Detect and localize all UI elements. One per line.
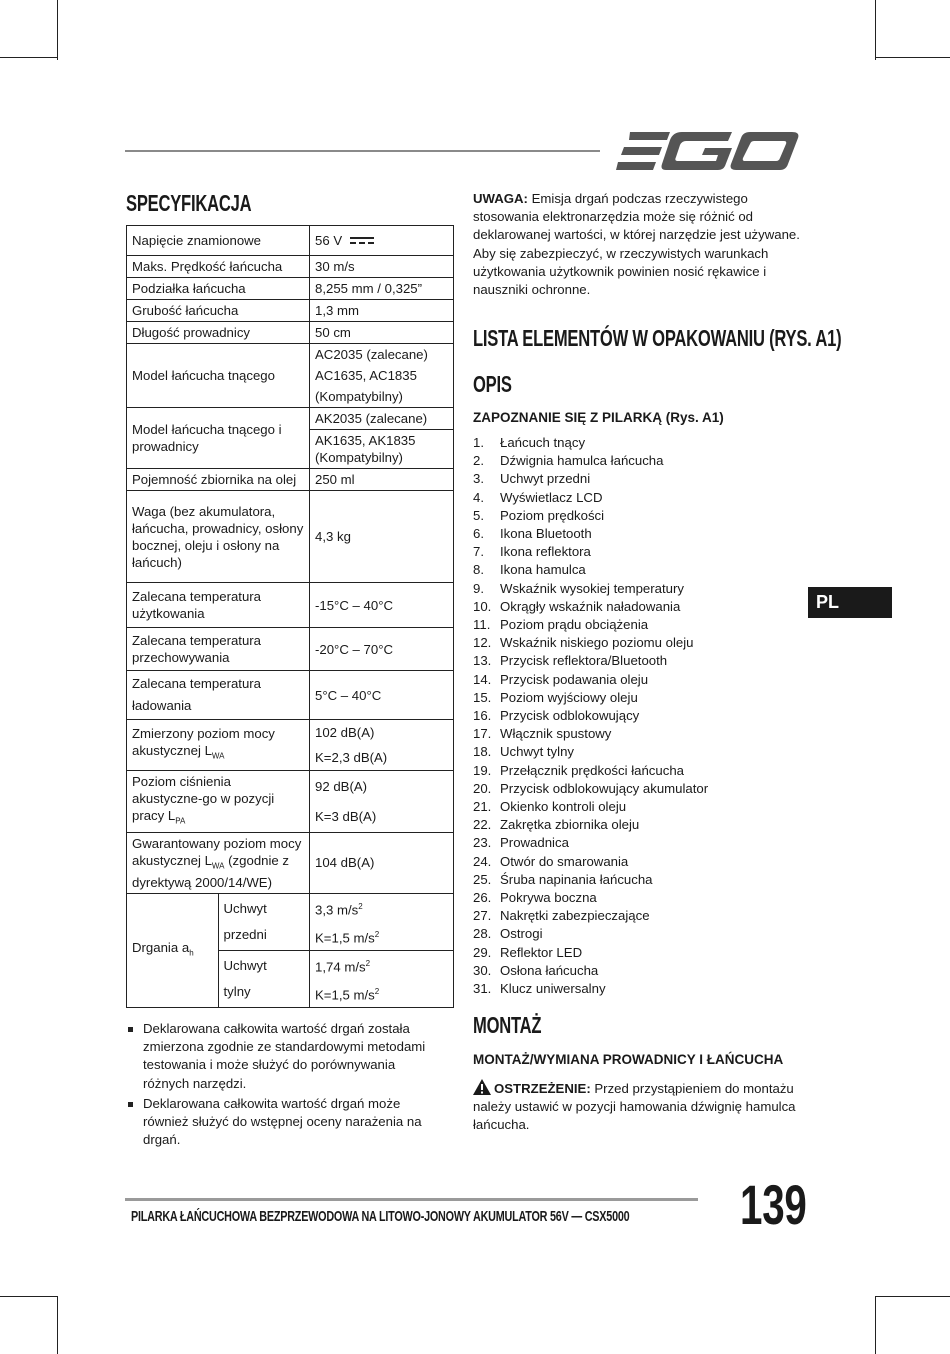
item-number: 26. [473, 890, 492, 906]
header-rule [125, 150, 600, 152]
warning-note: OSTRZEŻENIE: Przed przystąpieniem do montażu należy ustawić w pozycji hamowania dźwignię hamulca łańcucha. [473, 1081, 796, 1133]
spec-value: 1,74 $m/s^2$ [310, 951, 454, 980]
item-number: 18. [473, 744, 492, 760]
item-label: Zakrętka zbiornika oleju [500, 817, 640, 833]
know-title: ZAPOZNANIE SIĘ Z PILARKĄ (Rys. A1) [473, 410, 724, 425]
item-label: Okrągły wskaźnik naładowania [500, 598, 681, 614]
item-label: Ostrogi [500, 926, 543, 942]
item-number: 23. [473, 835, 492, 851]
spec-value: 102 dB(A) [310, 720, 454, 746]
item-number: 2. [473, 453, 484, 469]
item-number: 12. [473, 635, 492, 651]
crop-mark [57, 0, 58, 60]
item-number: 25. [473, 871, 492, 887]
list-item [473, 925, 708, 943]
item-label: Uchwyt przedni [500, 471, 591, 487]
item-number: 20. [473, 780, 492, 796]
item-label: Reflektor LED [500, 944, 583, 960]
item-label: Przycisk odblokowujący [500, 708, 640, 724]
crop-mark [875, 0, 876, 60]
item-label: Przełącznik prędkości łańcucha [500, 762, 684, 778]
table-row [127, 771, 454, 802]
spec-value: 250 ml [310, 469, 454, 491]
list-item [473, 525, 708, 543]
item-number: 19. [473, 762, 492, 778]
footer-text: PILARKA ŁAŃCUCHOWA BEZPRZEWODOWA NA LITOWO-JONOWY AKUMULATOR 56V — CSX5000 [131, 1208, 630, 1225]
ego-logo [616, 130, 800, 172]
item-label: Poziom wyjściowy oleju [500, 689, 638, 705]
list-item [473, 634, 708, 652]
package-title: LISTA ELEMENTÓW W OPAKOWANIU (RYS. A1) [473, 325, 842, 351]
spec-label: Poziom ciśnienia akustyczne-go w pozycji pracy $L_{PA}$ [127, 771, 310, 833]
item-number: 3. [473, 471, 484, 487]
item-label: Ikona Bluetooth [500, 526, 592, 542]
item-number: 24. [473, 853, 492, 869]
list-item [473, 580, 708, 598]
dc-symbol-icon [350, 236, 374, 246]
parts-list [473, 434, 708, 998]
item-label: Poziom prądu obciążenia [500, 617, 649, 633]
table-row [127, 720, 454, 746]
item-number: 17. [473, 726, 492, 742]
list-item [473, 707, 708, 725]
item-number: 14. [473, 671, 492, 687]
item-number: 21. [473, 799, 492, 815]
spec-value: AC1635, AC1835 [310, 365, 454, 386]
spec-value: AC2035 (zalecane) [310, 344, 454, 366]
item-number: 6. [473, 526, 484, 542]
table-row [127, 344, 454, 366]
spec-title: SPECYFIKACJA [126, 190, 252, 216]
item-label: Klucz uniwersalny [500, 981, 606, 997]
footer-rule [125, 1198, 698, 1201]
spec-value: (Kompatybilny) [310, 386, 454, 408]
spec-label: Grubość łańcucha [127, 300, 310, 322]
item-label: Dźwignia hamulca łańcucha [500, 453, 664, 469]
item-label: Otwór do smarowania [500, 853, 629, 869]
item-label: Wskaźnik niskiego poziomu oleju [500, 635, 694, 651]
item-label: Wskaźnik wysokiej temperatury [500, 580, 684, 596]
list-item [473, 889, 708, 907]
spec-value: 104 dB(A) [310, 832, 454, 894]
item-number: 13. [473, 653, 492, 669]
item-number: 28. [473, 926, 492, 942]
item-label: Przycisk podawania oleju [500, 671, 649, 687]
table-row [127, 894, 454, 923]
vibration-note: UWAGA: Emisja drgań podczas rzeczywistego stosowania elektronarzędzia może się różnić od deklarowanej wartości, w której narzędzie jest używane. Aby się zabezpieczyć, w rzeczywistych warunkach użytkowania użytkownik powinien nosić rękawice i nauszniki ochronne. [473, 191, 800, 298]
item-label: Prowadnica [500, 835, 569, 851]
spec-label: Waga (bez akumulatora, łańcucha, prowadnicy, osłony bocznej, oleju i osłony na łańcuch) [127, 491, 310, 583]
item-label: Ikona reflektora [500, 544, 591, 560]
spec-label: Gwarantowany poziom mocy akustycznej $L_{WA}$ (zgodnie z dyrektywą 2000/14/WE) [127, 832, 310, 894]
item-number: 7. [473, 544, 484, 560]
bullet-square-icon [128, 1102, 133, 1107]
list-item: Deklarowana całkowita wartość drgań została zmierzona zgodnie ze standardowymi metodami testowania i może służyć do porównywania różnych narzędzi. [126, 1020, 442, 1093]
item-label: Nakrętki zabezpieczające [500, 908, 650, 924]
list-item [473, 798, 708, 816]
item-number: 29. [473, 944, 492, 960]
spec-table [126, 225, 454, 1008]
list-item [473, 962, 708, 980]
item-number: 22. [473, 817, 492, 833]
item-label: Wyświetlacz LCD [500, 489, 603, 505]
list-item [473, 871, 708, 889]
spec-value: 5°C – 40°C [310, 671, 454, 720]
list-item [473, 725, 708, 743]
spec-label: Uchwyt przedni [218, 894, 310, 951]
table-row [127, 408, 454, 430]
list-item [473, 834, 708, 852]
item-number: 30. [473, 962, 492, 978]
item-label: Uchwyt tylny [500, 744, 575, 760]
table-row [127, 832, 454, 894]
item-label: Łańcuch tnący [500, 435, 586, 450]
table-row [127, 322, 454, 344]
spec-value: AK1635, AK1835 (Kompatybilny) [310, 430, 454, 469]
list-item [473, 452, 708, 470]
list-item [473, 598, 708, 616]
item-number: 5. [473, 507, 484, 523]
item-label: Śruba napinania łańcucha [500, 871, 653, 887]
list-item [473, 944, 708, 962]
montaz-subtitle: MONTAŻ/WYMIANA PROWADNICY I ŁAŃCUCHA [473, 1052, 784, 1067]
spec-value: -15°C – 40°C [310, 583, 454, 628]
crop-mark [57, 1296, 58, 1354]
list-item [473, 470, 708, 488]
list-item [473, 543, 708, 561]
spec-label: Maks. Prędkość łańcucha [127, 256, 310, 278]
crop-mark [875, 1296, 950, 1297]
spec-label: Model łańcucha tnącego i prowadnicy [127, 408, 310, 469]
table-row [127, 671, 454, 720]
spec-value: 56 V [310, 226, 454, 256]
page-number: 139 [740, 1173, 807, 1236]
spec-label: Zalecana temperatura przechowywania [127, 628, 310, 671]
item-number: 4. [473, 489, 484, 505]
list-item [473, 743, 708, 761]
spec-label: Drgania $a_h$ [127, 894, 219, 1008]
item-number: 15. [473, 689, 492, 705]
list-item [473, 671, 708, 689]
item-number: 10. [473, 598, 492, 614]
vibration-notes [126, 1020, 442, 1151]
list-item [473, 652, 708, 670]
table-row [127, 278, 454, 300]
list-item [473, 507, 708, 525]
spec-value: 3,3 $m/s^2$ [310, 894, 454, 923]
opis-title: OPIS [473, 371, 512, 397]
spec-value: -20°C – 70°C [310, 628, 454, 671]
crop-mark [875, 57, 950, 58]
item-number: 11. [473, 617, 491, 633]
item-label: Osłona łańcucha [500, 962, 599, 978]
spec-label: Podziałka łańcucha [127, 278, 310, 300]
item-label: Poziom prędkości [500, 507, 605, 523]
list-item [473, 689, 708, 707]
spec-value: K=3 dB(A) [310, 801, 454, 832]
item-number: 27. [473, 908, 492, 924]
spec-label: Uchwyt tylny [218, 951, 310, 1008]
table-row [127, 628, 454, 671]
list-item [473, 780, 708, 798]
spec-value: 1,3 mm [310, 300, 454, 322]
spec-label: Zalecana temperatura ładowania [127, 671, 310, 720]
item-number: 31. [473, 981, 492, 997]
item-number: 16. [473, 708, 492, 724]
spec-value: 50 cm [310, 322, 454, 344]
spec-value: 92 dB(A) [310, 771, 454, 802]
crop-mark [0, 1296, 58, 1297]
list-item [473, 980, 708, 998]
spec-value: K=1,5 $m/s^2$ [310, 979, 454, 1008]
language-tab: PL [808, 587, 892, 618]
item-label: Pokrywa boczna [500, 890, 597, 906]
table-row [127, 300, 454, 322]
list-item: Deklarowana całkowita wartość drgań może również służyć do wstępnej oceny narażenia na drgań. [126, 1095, 442, 1150]
spec-value: K=2,3 dB(A) [310, 745, 454, 771]
spec-label: Napięcie znamionowe [127, 226, 310, 256]
spec-value: AK2035 (zalecane) [310, 408, 454, 430]
item-number: 8. [473, 562, 484, 578]
warning-triangle-icon [473, 1079, 491, 1095]
table-row [127, 256, 454, 278]
item-label: Ikona hamulca [500, 562, 586, 578]
list-item [473, 616, 708, 634]
spec-label: Model łańcucha tnącego [127, 344, 310, 408]
item-label: Okienko kontroli oleju [500, 799, 627, 815]
crop-mark [0, 57, 58, 58]
list-item [473, 907, 708, 925]
table-row [127, 226, 454, 256]
spec-value: 30 m/s [310, 256, 454, 278]
bullet-square-icon [128, 1027, 133, 1032]
item-label: Przycisk reflektora/Bluetooth [500, 653, 668, 669]
list-item [473, 853, 708, 871]
crop-mark [875, 1296, 876, 1354]
item-number: 9. [473, 580, 484, 596]
list-item [473, 561, 708, 579]
list-item [473, 816, 708, 834]
spec-value: 4,3 kg [310, 491, 454, 583]
spec-label: Zmierzony poziom mocy akustycznej $L_{WA}$ [127, 720, 310, 771]
list-item [473, 489, 708, 507]
table-row [127, 583, 454, 628]
item-label: Przycisk odblokowujący akumulator [500, 780, 709, 796]
list-item [473, 762, 708, 780]
item-label: Włącznik spustowy [500, 726, 612, 742]
item-number: 1. [473, 435, 484, 450]
list-item [473, 434, 708, 452]
table-row [127, 469, 454, 491]
spec-label: Zalecana temperatura użytkowania [127, 583, 310, 628]
spec-value: 8,255 mm / 0,325” [310, 278, 454, 300]
spec-label: Długość prowadnicy [127, 322, 310, 344]
spec-value: K=1,5 $m/s^2$ [310, 922, 454, 951]
montaz-title: MONTAŻ [473, 1012, 542, 1038]
spec-label: Pojemność zbiornika na olej [127, 469, 310, 491]
table-row [127, 491, 454, 583]
